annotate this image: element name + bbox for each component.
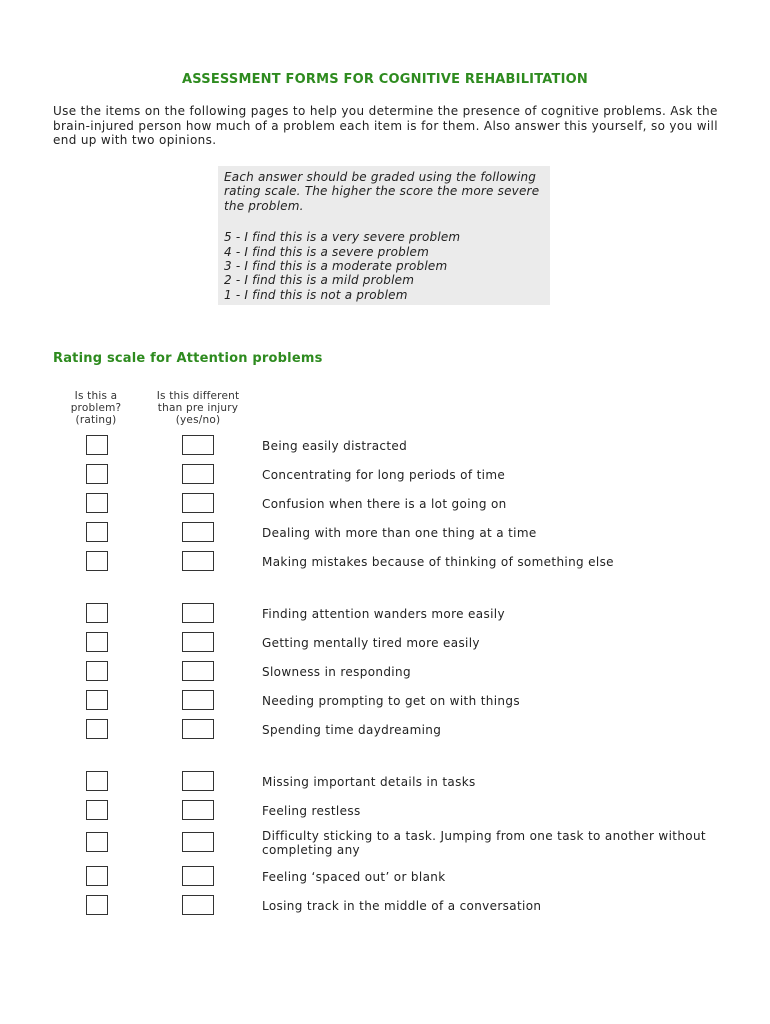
pre-injury-input-box[interactable] (182, 435, 214, 455)
rating-input-box[interactable] (86, 522, 108, 542)
rating-scale-box (218, 166, 550, 305)
difference-column-header (148, 390, 248, 426)
item-label: Difficulty sticking to a task. Jumping from one task to another without completing any (262, 829, 706, 857)
pre-injury-input-box[interactable] (182, 522, 214, 542)
item-label: Confusion when there is a lot going on (262, 497, 507, 511)
pre-injury-input-box[interactable] (182, 603, 214, 623)
rating-input-box[interactable] (86, 866, 108, 886)
item-label: Missing important details in tasks (262, 775, 476, 789)
rating-input-box[interactable] (86, 800, 108, 820)
rating-level-1: 1 - I find this is not a problem (224, 287, 408, 302)
rating-input-box[interactable] (86, 551, 108, 571)
rating-input-box[interactable] (86, 493, 108, 513)
pre-injury-input-box[interactable] (182, 690, 214, 710)
item-label: Being easily distracted (262, 439, 408, 453)
item-label: Concentrating for long periods of time (262, 468, 506, 482)
rating-input-box[interactable] (86, 832, 108, 852)
intro-paragraph: Use the items on the following pages to help you determine the presence of cognitive problems. Ask the brain-injured person how much of a problem each item is for them. Also answer this yourself, so you will end up with two opinions. (53, 104, 718, 147)
item-label: Losing track in the middle of a conversation (262, 899, 542, 913)
rating-input-box[interactable] (86, 464, 108, 484)
difference-column-header-line: (yes/no) (175, 414, 221, 426)
item-label: Spending time daydreaming (262, 723, 442, 737)
pre-injury-input-box[interactable] (182, 464, 214, 484)
item-label: Needing prompting to get on with things (262, 694, 520, 708)
section-heading: Rating scale for Attention problems (53, 351, 323, 366)
rating-level-5: 5 - I find this is a very severe problem (224, 230, 461, 245)
pre-injury-input-box[interactable] (182, 866, 214, 886)
item-label: Feeling restless (262, 804, 361, 818)
pre-injury-input-box[interactable] (182, 832, 214, 852)
pre-injury-input-box[interactable] (182, 661, 214, 681)
rating-level-2: 2 - I find this is a mild problem (224, 273, 415, 288)
item-label: Getting mentally tired more easily (262, 636, 480, 650)
rating-input-box[interactable] (86, 719, 108, 739)
pre-injury-input-box[interactable] (182, 551, 214, 571)
rating-input-box[interactable] (86, 632, 108, 652)
rating-scale-description: Each answer should be graded using the following rating scale. The higher the score the more severe the problem. (224, 170, 540, 213)
rating-input-box[interactable] (86, 603, 108, 623)
pre-injury-input-box[interactable] (182, 632, 214, 652)
pre-injury-input-box[interactable] (182, 800, 214, 820)
pre-injury-input-box[interactable] (182, 493, 214, 513)
item-label: Dealing with more than one thing at a time (262, 526, 537, 540)
rating-column-header-line: Is this a (74, 390, 118, 402)
item-label: Finding attention wanders more easily (262, 607, 505, 621)
pre-injury-input-box[interactable] (182, 719, 214, 739)
pre-injury-input-box[interactable] (182, 895, 214, 915)
rating-level-3: 3 - I find this is a moderate problem (224, 259, 448, 274)
difference-column-header-line: than pre injury (157, 402, 239, 414)
rating-column-header (56, 390, 136, 426)
rating-column-header-line: (rating) (75, 414, 117, 426)
rating-input-box[interactable] (86, 661, 108, 681)
difference-column-header-line: Is this different (156, 390, 240, 402)
pre-injury-input-box[interactable] (182, 771, 214, 791)
rating-input-box[interactable] (86, 771, 108, 791)
page-title: ASSESSMENT FORMS FOR COGNITIVE REHABILITATION (182, 72, 588, 87)
rating-input-box[interactable] (86, 690, 108, 710)
rating-column-header-line: problem? (70, 402, 122, 414)
item-label: Slowness in responding (262, 665, 411, 679)
rating-input-box[interactable] (86, 895, 108, 915)
rating-level-4: 4 - I find this is a severe problem (224, 244, 429, 259)
rating-input-box[interactable] (86, 435, 108, 455)
item-label: Feeling ‘spaced out’ or blank (262, 870, 446, 884)
item-label: Making mistakes because of thinking of something else (262, 555, 614, 569)
